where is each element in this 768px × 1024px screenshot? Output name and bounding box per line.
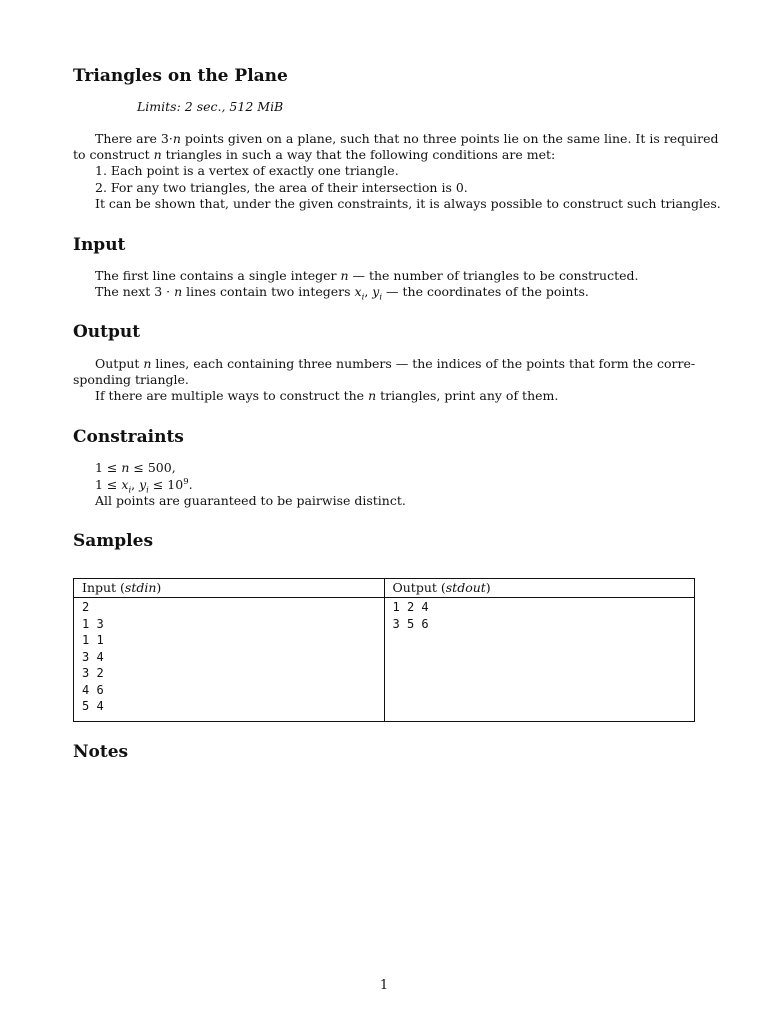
constraint-n: 1 ≤ n ≤ 500,: [95, 460, 176, 475]
limits-line: Limits: 2 sec., 512 MiB: [137, 99, 284, 114]
statement-closing: It can be shown that, under the given constraints, it is always possible to construct such triangles.: [95, 196, 721, 211]
samples-data-row: [74, 598, 695, 722]
sample-input-cell: [74, 598, 385, 722]
input-line-1: The first line contains a single integer n — the number of triangles to be constructed.: [95, 268, 639, 283]
constraint-coords: $1 \le x_i$, $y_i \le 10^9$.: [95, 476, 193, 496]
samples-heading: Samples: [73, 531, 154, 551]
output-line-1: Output n lines, each containing three numbers — the indices of the points that form the corre-: [95, 356, 696, 371]
condition-2: 2. For any two triangles, the area of their intersection is 0.: [95, 180, 468, 195]
sample-output-text: 1 2 4 3 5 6: [392, 600, 429, 631]
constraint-distinct: All points are guaranteed to be pairwise distinct.: [95, 493, 406, 508]
constraints-heading: Constraints: [73, 427, 184, 447]
sample-output-cell: [384, 598, 695, 722]
page-number: 1: [379, 978, 389, 993]
samples-header-row: [74, 579, 695, 598]
output-line-3: If there are multiple ways to construct the n triangles, print any of them.: [95, 388, 559, 403]
output-column-header: Output (stdout): [384, 579, 695, 598]
sample-input-text: 2 1 3 1 1 3 4 3 2 4 6 5 4: [82, 600, 104, 713]
condition-1: 1. Each point is a vertex of exactly one triangle.: [95, 163, 399, 178]
statement-line-1: There are 3·n points given on a plane, such that no three points lie on the same line. It is required: [95, 131, 719, 146]
input-heading: Input: [73, 235, 126, 255]
input-line-2: The next 3 · n lines contain two integers $x_i$, $y_i$ — the coordinates of the points.: [95, 284, 589, 303]
problem-title: Triangles on the Plane: [73, 66, 288, 86]
output-heading: Output: [73, 322, 141, 342]
input-column-header: Input (stdin): [74, 579, 385, 598]
notes-heading: Notes: [73, 742, 129, 762]
samples-table: [73, 578, 695, 722]
output-line-2: sponding triangle.: [73, 372, 189, 387]
statement-line-2: to construct n triangles in such a way that the following conditions are met:: [73, 147, 556, 162]
